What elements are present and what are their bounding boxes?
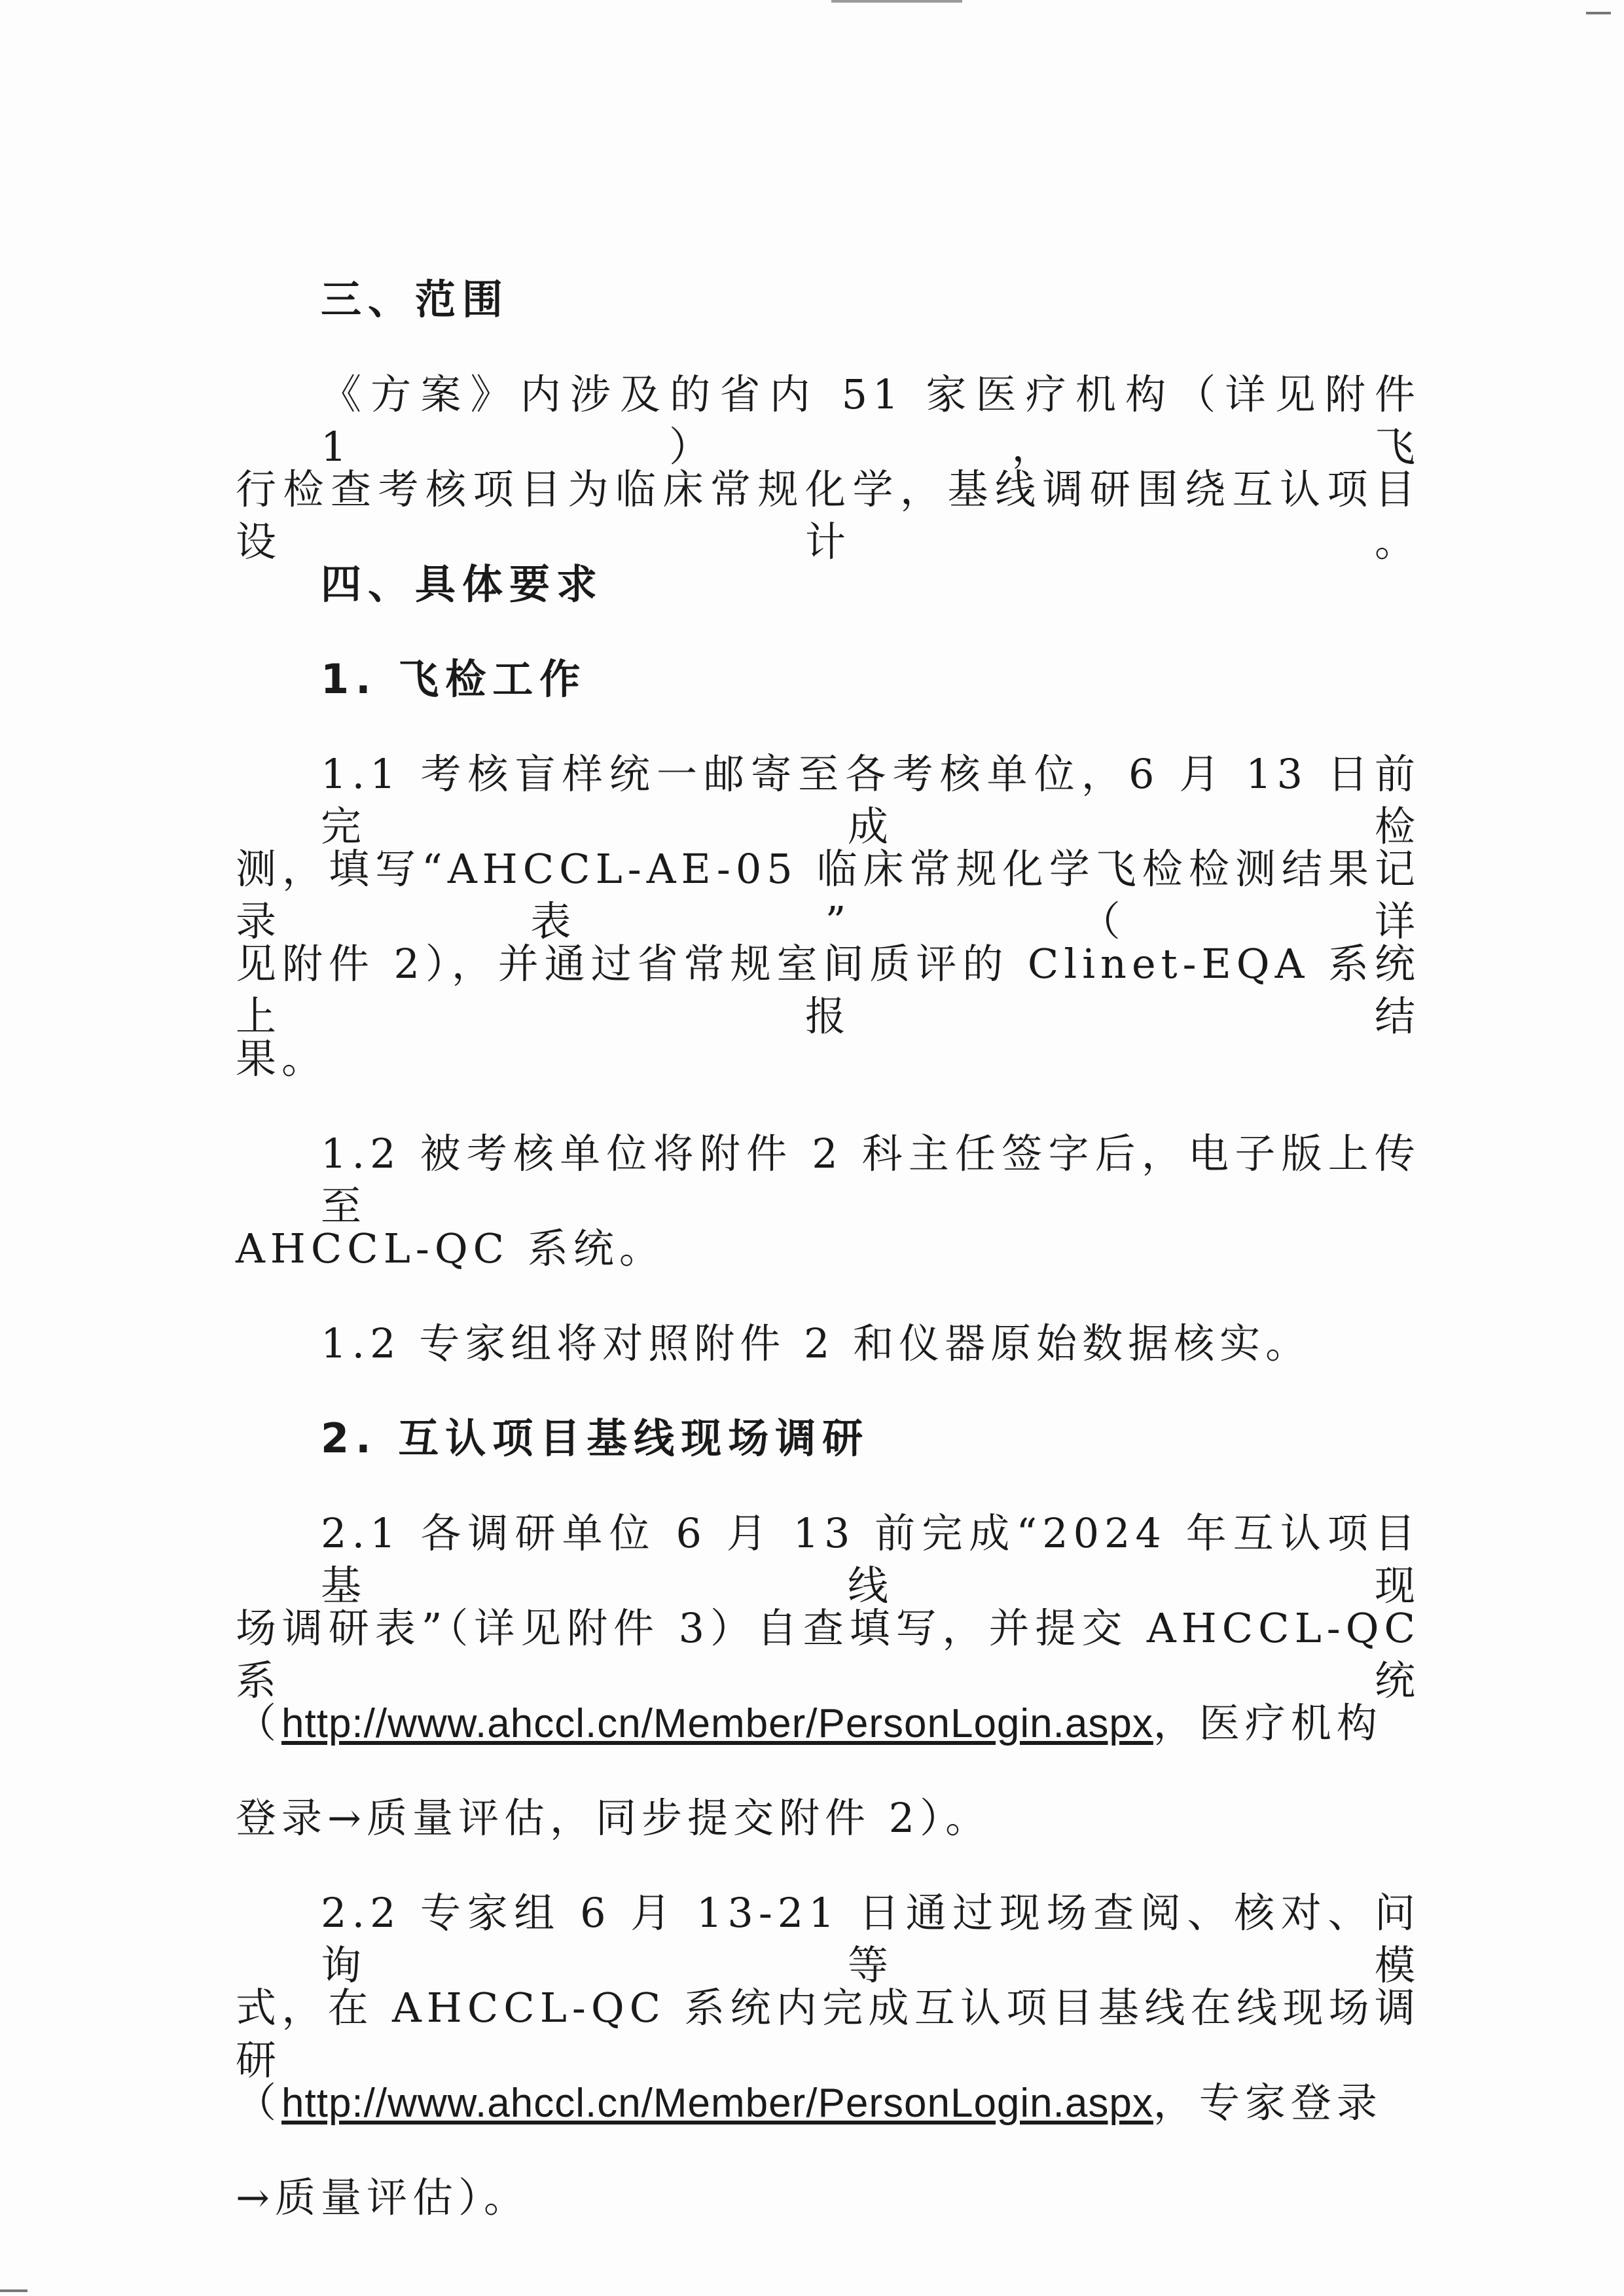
item-1-1-line-3: 见附件 2），并通过省常规室间质评的 Clinet-EQA 系统上报结 — [236, 940, 1420, 1040]
scope-paragraph-line-1: 《方案》内涉及的省内 51 家医疗机构（详见附件 1），飞 — [321, 370, 1420, 471]
item-2-1-line-2: 场调研表”（详见附件 3）自查填写，并提交 AHCCL-QC 系统 — [236, 1604, 1420, 1704]
item-2-1-line-1: 2.1 各调研单位 6 月 13 前完成“2024 年互认项目基线现 — [321, 1509, 1420, 1609]
item-1-1-line-2: 测，填写“AHCCL-AE-05 临床常规化学飞检检测结果记录表”（详 — [236, 845, 1420, 945]
line-tail-text: ，医疗机构 — [1153, 1699, 1382, 1747]
item-1-2a-line-1: 1.2 被考核单位将附件 2 科主任签字后，电子版上传至 — [321, 1130, 1420, 1230]
item-1-1-line-1: 1.1 考核盲样统一邮寄至各考核单位，6 月 13 日前完成检 — [321, 750, 1420, 850]
open-paren: （ — [236, 2079, 282, 2126]
section-heading-scope: 三、范围 — [321, 276, 510, 323]
scan-bottom-mark — [0, 2289, 27, 2292]
subsection-heading-baseline-survey: 2. 互认项目基线现场调研 — [321, 1414, 870, 1462]
item-1-2b-line-1: 1.2 专家组将对照附件 2 和仪器原始数据核实。 — [321, 1319, 1312, 1367]
item-2-2-line-3 — [236, 2077, 1420, 2130]
scope-paragraph-line-2: 行检查考核项目为临床常规化学，基线调研围绕互认项目设计。 — [236, 465, 1420, 565]
scan-edge-mark — [831, 0, 962, 3]
item-2-1-line-4: 登录→质量评估，同步提交附件 2）。 — [236, 1794, 992, 1842]
item-2-2-line-1: 2.2 专家组 6 月 13-21 日通过现场查阅、核对、问询等模 — [321, 1889, 1420, 1989]
item-1-1-line-4: 果。 — [236, 1035, 328, 1083]
item-2-2-line-4: →质量评估）。 — [236, 2174, 530, 2221]
line-tail-text: ，专家登录 — [1153, 2079, 1382, 2126]
subsection-heading-flight-check: 1. 飞检工作 — [321, 655, 587, 703]
scan-corner-mark — [1586, 12, 1611, 14]
login-link-expert[interactable]: http://www.ahccl.cn/Member/PersonLogin.aspx — [281, 2081, 1153, 2126]
login-link-institution[interactable]: http://www.ahccl.cn/Member/PersonLogin.aspx — [281, 1701, 1153, 1746]
section-heading-requirements: 四、具体要求 — [321, 560, 604, 608]
open-paren: （ — [236, 1699, 282, 1747]
item-2-2-line-2: 式，在 AHCCL-QC 系统内完成互认项目基线在线现场调研 — [236, 1984, 1420, 2084]
item-1-2a-line-2: AHCCL-QC 系统。 — [236, 1225, 665, 1272]
item-2-1-line-3 — [236, 1697, 1420, 1750]
